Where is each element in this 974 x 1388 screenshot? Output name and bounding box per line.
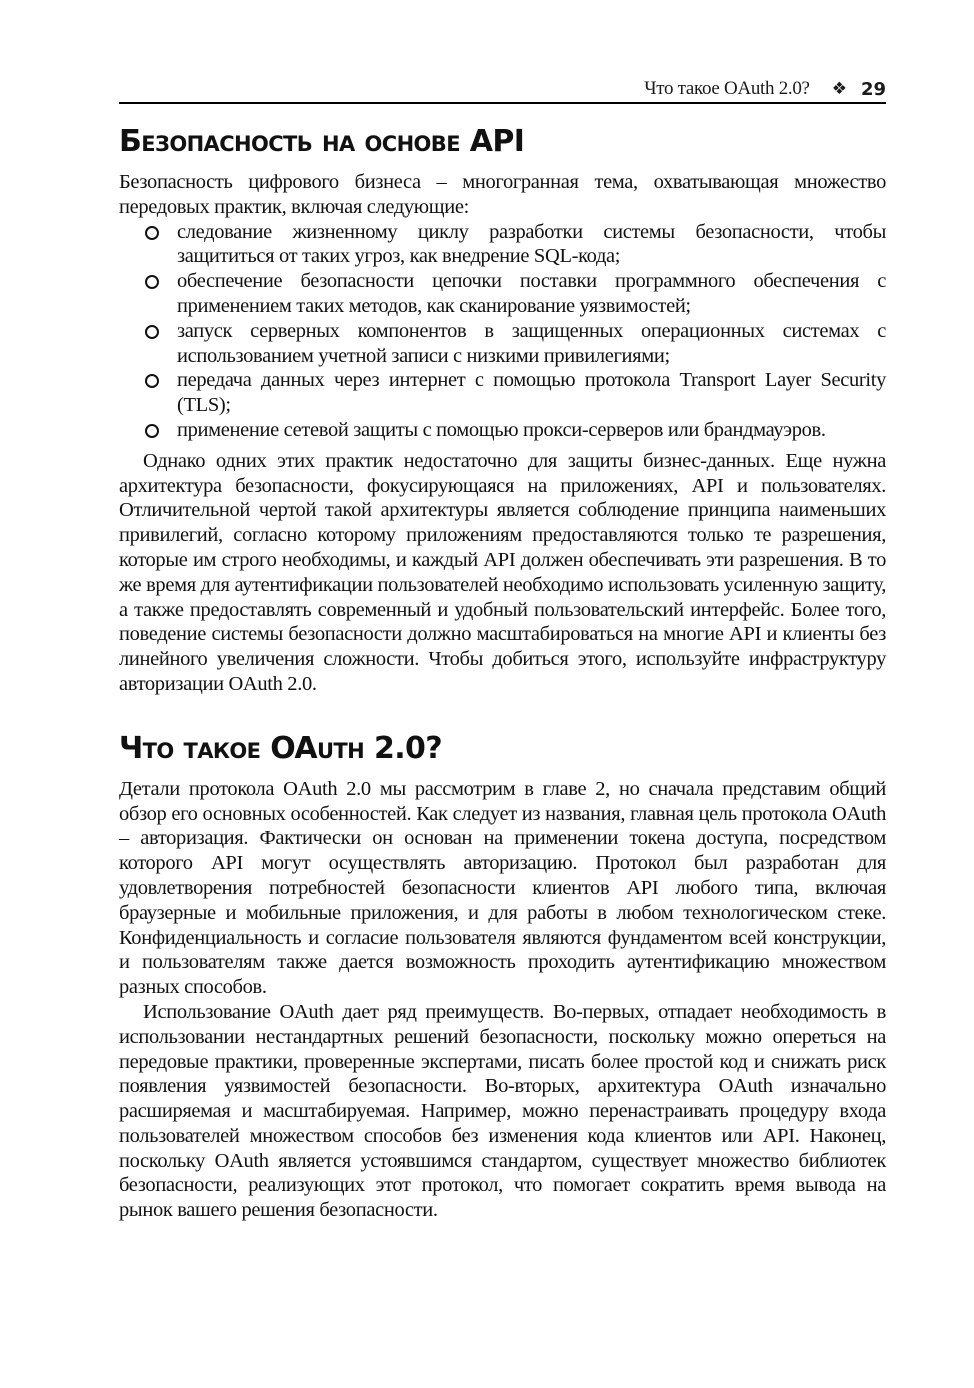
section-api-security	[119, 120, 886, 697]
circle-bullet-icon	[145, 275, 159, 289]
list-item-text: передача данных через интернет с помощью протокола Transport Layer Security (TLS);	[177, 369, 886, 417]
section-heading: Безопасность на основе API	[119, 124, 525, 159]
diamond-ornament-icon: ❖	[831, 79, 847, 99]
body-paragraph: Детали протокола OAuth 2.0 мы рассмотрим в главе 2, но сначала представим общий обзор его основных особенностей. Как следует из названия, главная цель протокола OAuth – авторизация. Фактически он основан на применении токена доступа, посредством которого API могут осуществлять авторизацию. Протокол был разработан для удовлетворения потребностей безопасности клиентов API любого типа, включая браузерные и мобильные приложения, и для работы в любом технологическом стеке. Конфиденциальность и согласие пользователя являются фундаментом всей конструкции, и пользователям также дается возможность проходить аутентификацию множеством разных способов.	[119, 777, 886, 999]
list-item-text: применение сетевой защиты с помощью прокси-серверов или брандмауэров.	[177, 418, 826, 441]
section-what-is-oauth	[119, 727, 886, 1223]
running-header	[119, 76, 886, 102]
list-item-text: следование жизненному циклу разработки системы безопасности, чтобы защититься от таких угроз, как внедрение SQL-кода;	[177, 220, 886, 268]
list-item-text: обеспечение безопасности цепочки поставки программного обеспечения с применением таких методов, как сканирование уязвимостей;	[177, 270, 886, 317]
intro-paragraph: Безопасность цифрового бизнеса – многогранная тема, охватывающая множество передовых практик, включая следующие:	[119, 171, 886, 218]
page-content	[119, 120, 886, 1223]
list-item	[119, 269, 886, 319]
list-item	[119, 368, 886, 418]
practices-list	[119, 220, 886, 443]
section-heading: Что такое OAuth 2.0?	[119, 730, 443, 766]
circle-bullet-icon	[145, 374, 159, 388]
list-item-text: запуск серверных компонентов в защищенных операционных системах с использованием учетной записи с низкими привилегиями;	[177, 319, 886, 367]
body-paragraph: Использование OAuth дает ряд преимуществ. Во-первых, отпадает необходимость в использовании нестандартных решений безопасности, поскольку можно опереться на передовые практики, проверенные экспертами, писать более простой код и снижать риск появления уязвимостей безопасности. Во-вторых, архитектура OAuth изначально расширяемая и масштабируемая. Например, можно перенастраивать процедуру входа пользователей множеством способов без изменения кода клиентов или API. Наконец, поскольку OAuth является устоявшимся стандартом, существует множество библиотек безопасности, реализующих этот протокол, что помогает сократить время вывода на рынок вашего решения безопасности.	[119, 1000, 886, 1222]
circle-bullet-icon	[145, 226, 159, 240]
circle-bullet-icon	[145, 424, 159, 438]
running-header-title: Что такое OAuth 2.0?	[644, 78, 810, 99]
header-rule	[119, 102, 886, 104]
circle-bullet-icon	[145, 325, 159, 339]
body-paragraph: Однако одних этих практик недостаточно для защиты бизнес-данных. Еще нужна архитектура безопасности, фокусирующаяся на приложениях, API и пользователях. Отличительной чертой такой архитектуры является соблюдение принципа наименьших привилегий, согласно которому приложениям предоставляются только те разрешения, которые им строго необходимы, и каждый API должен обеспечивать эти разрешения. В то же время для аутентификации пользователей необходимо использовать усиленную защиту, а также предоставлять современный и удобный пользовательский интерфейс. Более того, поведение системы безопасности должно масштабироваться на многие API и клиенты без линейного увеличения сложности. Чтобы добиться этого, используйте инфраструктуру авторизации OAuth 2.0.	[119, 449, 886, 695]
list-item	[119, 418, 886, 443]
list-item	[119, 319, 886, 369]
list-item	[119, 220, 886, 270]
page-number: 29	[860, 78, 886, 100]
